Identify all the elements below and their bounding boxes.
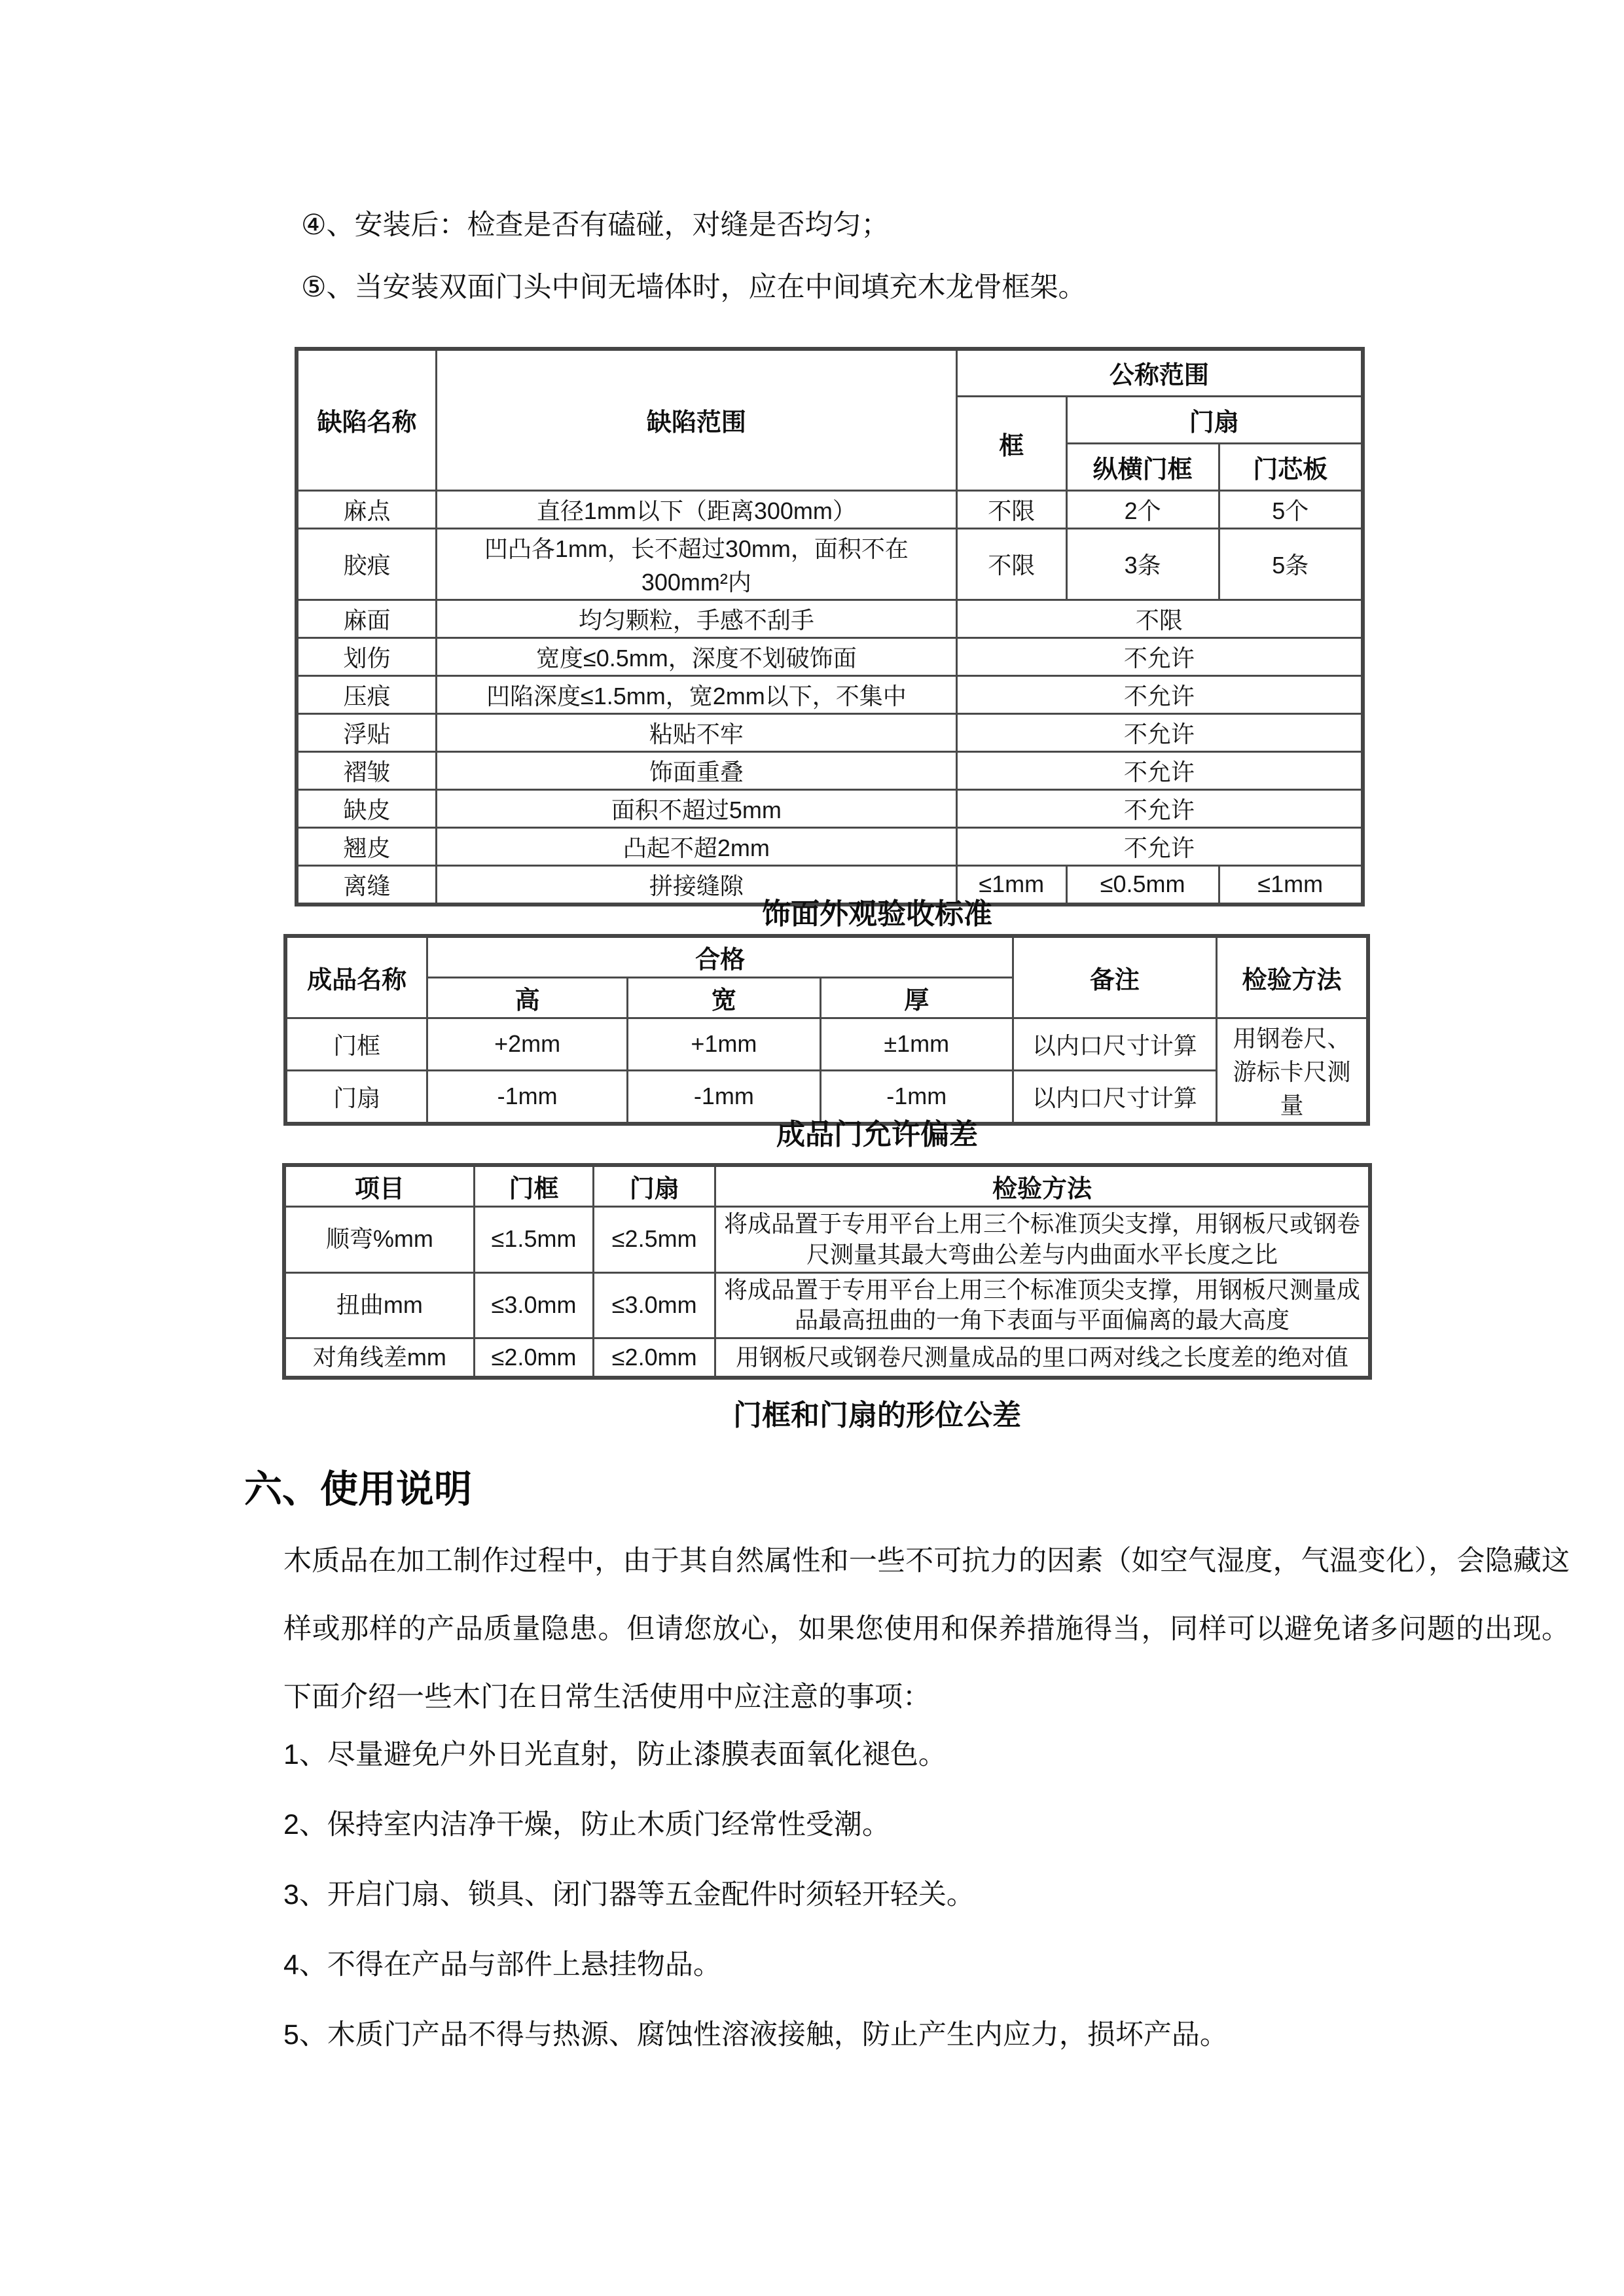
table-cell: 不限 — [956, 490, 1066, 528]
table-cell: 不允许 — [956, 827, 1363, 865]
table-cell: 门扇 — [285, 1070, 427, 1124]
header-cell: 框 — [956, 396, 1066, 490]
header-cell: 门扇 — [594, 1165, 715, 1207]
table-cell: 用钢卷尺、游标卡尺测量 — [1216, 1018, 1368, 1124]
table-cell: 缺皮 — [297, 789, 436, 827]
table-cell: 褶皱 — [297, 751, 436, 789]
table-cell: 不限 — [956, 528, 1066, 600]
table-row — [284, 1338, 1370, 1378]
table-cell: 胶痕 — [297, 528, 436, 600]
table-cell: 5条 — [1219, 528, 1363, 600]
table-cell: ≤2.0mm — [594, 1338, 715, 1378]
header-cell: 门框 — [474, 1165, 593, 1207]
table-cell: 宽度≤0.5mm，深度不划破饰面 — [436, 637, 956, 675]
table-cell: 不允许 — [956, 751, 1363, 789]
usage-intro-paragraph: 木质品在加工制作过程中，由于其自然属性和一些不可抗力的因素（如空气湿度，气温变化），会隐藏这样或那样的产品质量隐患。但请您放心，如果您使用和保养措施得当，同样可以避免诸多问题的出现。下面介绍一些木门在日常生活使用中应注意的事项： — [283, 1545, 1570, 1713]
header-cell: 公称范围 — [956, 349, 1363, 396]
header-cell: 高 — [427, 978, 628, 1018]
table-cell: 门框 — [285, 1018, 427, 1071]
header-cell: 门扇 — [1066, 396, 1363, 443]
table-cell: ≤1mm — [956, 865, 1066, 905]
header-cell: 缺陷名称 — [297, 349, 436, 490]
usage-section-heading: 六、使用说明 — [244, 1468, 473, 1511]
table-cell: 压痕 — [297, 675, 436, 713]
usage-note-5: 5、木质门产品不得与热源、腐蚀性溶液接触，防止产生内应力，损坏产品。 — [283, 2019, 1228, 2051]
header-cell: 厚 — [820, 978, 1013, 1018]
table-row — [285, 1018, 1368, 1071]
table-cell: 凹陷深度≤1.5mm，宽2mm以下，不集中 — [436, 675, 956, 713]
table-cell: 直径1mm以下（距离300mm） — [436, 490, 956, 528]
usage-note-1: 1、尽量避免户外日光直射，防止漆膜表面氧化褪色。 — [283, 1739, 947, 1770]
table-row — [297, 528, 1363, 600]
table-cell: 顺弯%mm — [284, 1207, 474, 1273]
table-cell: 不允许 — [956, 789, 1363, 827]
table-cell: 将成品置于专用平台上用三个标准顶尖支撑，用钢板尺测量成品最高扭曲的一角下表面与平面偏离的最大高度 — [715, 1272, 1370, 1338]
table-cell: 均匀颗粒，手感不刮手 — [436, 600, 956, 637]
finish-defect-table-caption: 饰面外观验收标准 — [762, 898, 992, 930]
header-cell: 宽 — [628, 978, 820, 1018]
usage-notes-list — [283, 1741, 1579, 2091]
table-row — [284, 1272, 1370, 1338]
table-cell: +1mm — [628, 1018, 820, 1071]
table-cell: 离缝 — [297, 865, 436, 905]
header-cell: 合格 — [427, 936, 1013, 978]
table-cell: ≤1mm — [1219, 865, 1363, 905]
table-cell: 不允许 — [956, 637, 1363, 675]
header-cell: 项目 — [284, 1165, 474, 1207]
table-cell: 不允许 — [956, 675, 1363, 713]
table-cell: 面积不超过5mm — [436, 789, 956, 827]
table-cell: -1mm — [427, 1070, 628, 1124]
table-row — [297, 789, 1363, 827]
table-cell: 不允许 — [956, 713, 1363, 751]
table-cell: 以内口尺寸计算 — [1013, 1018, 1216, 1071]
table-cell: ≤1.5mm — [474, 1207, 593, 1273]
table-row — [297, 349, 1363, 396]
table-row — [284, 1207, 1370, 1273]
table-row — [297, 827, 1363, 865]
header-cell: 成品名称 — [285, 936, 427, 1018]
table-cell: -1mm — [628, 1070, 820, 1124]
install-note-5: ⑤、当安装双面门头中间无墙体时，应在中间填充木龙骨框架。 — [301, 272, 1087, 303]
finished-door-tolerance-table — [283, 934, 1370, 1126]
install-note-4: ④、安装后：检查是否有磕碰，对缝是否均匀； — [301, 209, 890, 241]
header-cell: 缺陷范围 — [436, 349, 956, 490]
header-cell: 检验方法 — [715, 1165, 1370, 1207]
table-cell: 拼接缝隙 — [436, 865, 956, 905]
table-cell: ≤2.5mm — [594, 1207, 715, 1273]
table-cell: 2个 — [1066, 490, 1219, 528]
table-cell: 3条 — [1066, 528, 1219, 600]
table-cell: 以内口尺寸计算 — [1013, 1070, 1216, 1124]
table-cell: ±1mm — [820, 1018, 1013, 1071]
usage-note-4: 4、不得在产品与部件上悬挂物品。 — [283, 1949, 721, 1981]
finish-defect-acceptance-table — [295, 347, 1365, 906]
table-row — [297, 751, 1363, 789]
header-cell: 检验方法 — [1216, 936, 1368, 1018]
table-cell: 饰面重叠 — [436, 751, 956, 789]
table-cell: 不限 — [956, 600, 1363, 637]
table-cell: ≤3.0mm — [474, 1272, 593, 1338]
table-row — [297, 600, 1363, 637]
table-cell: 凸起不超2mm — [436, 827, 956, 865]
table-cell: 浮贴 — [297, 713, 436, 751]
table-row — [297, 713, 1363, 751]
header-cell: 纵横门框 — [1066, 443, 1219, 490]
table-row — [297, 637, 1363, 675]
table-cell: 扭曲mm — [284, 1272, 474, 1338]
table-cell: ≤0.5mm — [1066, 865, 1219, 905]
table-cell: ≤2.0mm — [474, 1338, 593, 1378]
table-cell: -1mm — [820, 1070, 1013, 1124]
table-cell: 麻点 — [297, 490, 436, 528]
table-cell: 麻面 — [297, 600, 436, 637]
table-cell: 凹凸各1mm，长不超过30mm，面积不在300mm²内 — [436, 528, 956, 600]
table-cell: 用钢板尺或钢卷尺测量成品的里口两对线之长度差的绝对值 — [715, 1338, 1370, 1378]
usage-note-3: 3、开启门扇、锁具、闭门器等五金配件时须轻开轻关。 — [283, 1879, 975, 1910]
table-cell: 翘皮 — [297, 827, 436, 865]
table-cell: 粘贴不牢 — [436, 713, 956, 751]
table-row — [297, 490, 1363, 528]
frame-leaf-geometry-tolerance-table — [282, 1163, 1372, 1380]
header-cell: 备注 — [1013, 936, 1216, 1018]
table-cell: 划伤 — [297, 637, 436, 675]
table-row — [297, 675, 1363, 713]
table-cell: +2mm — [427, 1018, 628, 1071]
table-row — [285, 936, 1368, 978]
frame-leaf-geometry-caption: 门框和门扇的形位公差 — [733, 1399, 1021, 1431]
finished-door-tolerance-caption: 成品门允许偏差 — [776, 1119, 978, 1151]
table-cell: ≤3.0mm — [594, 1272, 715, 1338]
usage-note-2: 2、保持室内洁净干燥，防止木质门经常性受潮。 — [283, 1809, 890, 1840]
header-cell: 门芯板 — [1219, 443, 1363, 490]
table-cell: 5个 — [1219, 490, 1363, 528]
table-cell: 对角线差mm — [284, 1338, 474, 1378]
table-cell: 将成品置于专用平台上用三个标准顶尖支撑，用钢板尺或钢卷尺测量其最大弯曲公差与内曲面水平长度之比 — [715, 1207, 1370, 1273]
table-row — [284, 1165, 1370, 1207]
